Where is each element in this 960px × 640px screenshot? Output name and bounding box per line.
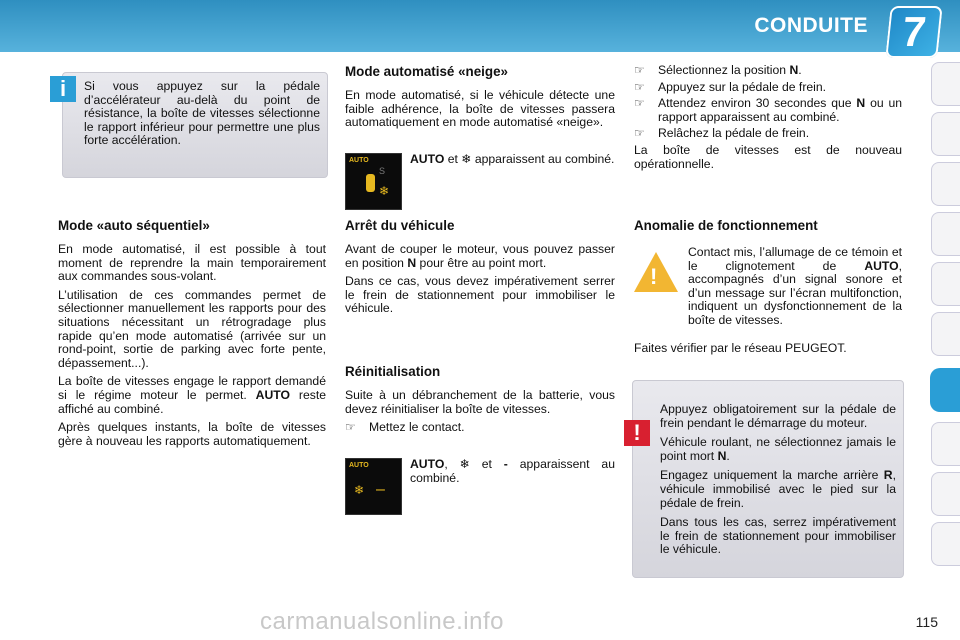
page-number: 115 bbox=[915, 614, 938, 630]
info-text: Si vous appuyez sur la pédale d’accélérateur au-delà du point de résistance, la boîte de vitesses sélectionne le rapport inférieur pour permettre une plus forte accélération. bbox=[84, 79, 320, 148]
warning-box-text: Appuyez obligatoirement sur la pédale de frein pendant le démarrage du moteur. Véhicule roulant, ne sélectionnez jamais le point mort N. Engagez uniquement la marche arrière R, véhicule immobilisé avec le pied sur la pédale de frein. Dans tous les cas, serrez impérativement le frein de stationnement pour immobiliser le véhicule. bbox=[660, 402, 896, 557]
paragraph: En mode automatisé, il est possible à tout moment de reprendre la main temporairement aux commandes sous-volant. bbox=[58, 242, 326, 284]
side-tab[interactable] bbox=[931, 312, 960, 356]
col2-intro bbox=[345, 89, 615, 135]
pointing-hand-icon: ☞ bbox=[634, 126, 645, 141]
paragraph: L’utilisation de ces commandes permet de sélectionner manuellement les rapports pour des situations nécessitant un rétrogradage plus rapide qu’en mode automatisé (arrivée sur un rond-point, sortie de parking avec forte pente, dépassement...). bbox=[58, 287, 326, 370]
col3-steps bbox=[634, 64, 902, 176]
paragraph: La boîte de vitesses engage le rapport demandé si le régime moteur le permet. AUTO reste affiché au combiné. bbox=[58, 374, 326, 416]
list-item: ☞ Sélectionnez la position N. bbox=[634, 63, 802, 77]
paragraph: Suite à un débranchement de la batterie, vous devez réinitialiser la boîte de vitesses. bbox=[345, 388, 615, 416]
heading-reinitialisation: Réinitialisation bbox=[345, 364, 441, 379]
chapter-title: CONDUITE bbox=[754, 14, 868, 37]
list-item: ☞ Attendez environ 30 secondes que N ou un rapport apparaissent au combiné. bbox=[634, 96, 903, 124]
list-item: ☞ Mettez le contact. bbox=[345, 420, 465, 435]
col2-img1-caption: AUTO et ❄ apparaissent au combiné. bbox=[410, 152, 615, 166]
info-icon: i bbox=[50, 76, 76, 102]
paragraph: En mode automatisé, si le véhicule détecte une faible adhérence, la boîte de vitesses passera automatiquement en mode automatisé «neige». bbox=[345, 88, 615, 130]
dash-icon: – bbox=[376, 481, 385, 498]
snowflake-icon: ❄ bbox=[354, 483, 365, 497]
col3-anomalie-bottom bbox=[634, 342, 902, 361]
pointing-hand-icon: ☞ bbox=[634, 79, 645, 94]
side-tab[interactable] bbox=[931, 162, 960, 206]
info-box-text bbox=[84, 80, 320, 154]
watermark: carmanualsonline.info bbox=[260, 608, 504, 635]
list-item: ☞ Relâchez la pédale de frein. bbox=[634, 126, 810, 141]
paragraph: La boîte de vitesses est de nouveau opérationnelle. bbox=[634, 142, 902, 171]
paragraph: Dans ce cas, vous devez impérativement serrer le frein de stationnement pour immobiliser le véhicule. bbox=[345, 274, 615, 316]
dashboard-auto-snow-image: AUTO S ❄ bbox=[345, 153, 402, 210]
list-item: ☞ Appuyez sur la pédale de frein. bbox=[634, 79, 827, 94]
col2-img2-caption: AUTO, ❄ et - apparaissent au combiné. bbox=[410, 457, 615, 485]
side-chapter-tabs bbox=[930, 62, 960, 582]
side-tab[interactable] bbox=[931, 112, 960, 156]
col2-reinit bbox=[345, 389, 615, 438]
pointing-hand-icon: ☞ bbox=[634, 96, 645, 111]
heading-auto-sequentiel: Mode «auto séquentiel» bbox=[58, 218, 210, 233]
dashboard-auto-reset-image: AUTO ❄ – bbox=[345, 458, 402, 515]
snowflake-icon: ❄ bbox=[379, 184, 390, 198]
col1-body bbox=[58, 243, 326, 453]
pointing-hand-icon: ☞ bbox=[634, 63, 645, 77]
paragraph: Après quelques instants, la boîte de vitesses gère à nouveau les rapports automatiquement. bbox=[58, 420, 326, 448]
col2-arret: Avant de couper le moteur, vous pouvez passer en position N pour être au point mort. Dans ce cas, vous devez impérativement serrer le frein de stationnement pour immobiliser le véhicule. bbox=[345, 242, 615, 316]
pointing-hand-icon: ☞ bbox=[345, 420, 356, 435]
side-tab[interactable] bbox=[931, 472, 960, 516]
heading-mode-neige: Mode automatisé «neige» bbox=[345, 64, 508, 79]
side-tab[interactable] bbox=[931, 262, 960, 306]
side-tab-active[interactable] bbox=[930, 368, 960, 412]
side-tab[interactable] bbox=[931, 212, 960, 256]
col3-anomalie-top: Contact mis, l’allumage de ce témoin et le clignotement de AUTO, accompagnés d’un signal sonore et d’un message sur l’écran multifonction, indiquent un dysfonctionnement de la boîte de vitesses. bbox=[688, 245, 903, 327]
warning-exclamation: ! bbox=[650, 264, 658, 289]
paragraph: Faites vérifier par le réseau PEUGEOT. bbox=[634, 341, 847, 355]
side-tab[interactable] bbox=[931, 422, 960, 466]
heading-arret-vehicule: Arrêt du véhicule bbox=[345, 218, 455, 233]
side-tab[interactable] bbox=[931, 62, 960, 106]
exclamation-icon: ! bbox=[624, 420, 650, 446]
side-tab[interactable] bbox=[931, 522, 960, 566]
chapter-number-badge: 7 bbox=[885, 6, 942, 58]
heading-anomalie: Anomalie de fonctionnement bbox=[634, 218, 818, 233]
